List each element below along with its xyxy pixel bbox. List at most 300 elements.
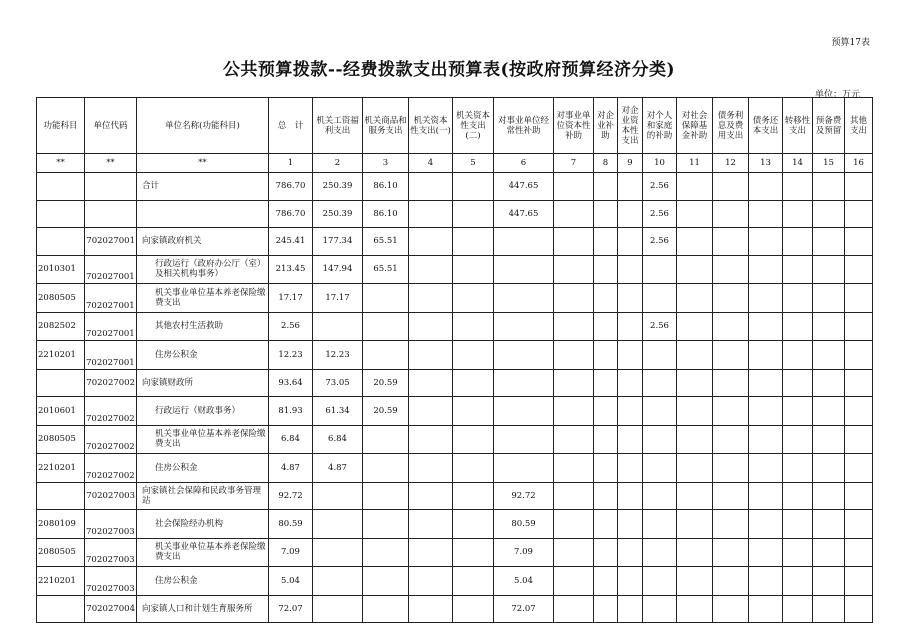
- unit-code-cell: 702027004: [85, 595, 137, 623]
- amount-cell: [845, 425, 873, 454]
- amount-cell: [453, 595, 494, 623]
- amount-cell: [554, 482, 594, 510]
- amount-cell: [453, 397, 494, 426]
- amount-cell: [677, 425, 713, 454]
- amount-cell: [749, 312, 783, 341]
- amount-cell: [409, 397, 453, 426]
- function-code-cell: [37, 369, 85, 397]
- column-index: 4: [409, 154, 453, 173]
- amount-cell: 61.34: [313, 397, 363, 426]
- amount-cell: [643, 397, 677, 426]
- amount-cell: 93.64: [269, 369, 313, 397]
- amount-cell: [494, 341, 554, 370]
- amount-cell: [618, 200, 643, 228]
- table-row: [37, 454, 873, 483]
- unit-code-cell: [85, 200, 137, 228]
- amount-cell: [813, 510, 845, 539]
- amount-cell: [643, 425, 677, 454]
- amount-cell: [713, 482, 749, 510]
- amount-cell: [783, 369, 813, 397]
- unit-name-cell: 向家镇社会保障和民政事务管理站: [137, 482, 269, 510]
- amount-cell: [409, 173, 453, 201]
- amount-cell: [363, 284, 409, 313]
- amount-cell: [643, 595, 677, 623]
- unit-name-cell: [137, 200, 269, 228]
- amount-cell: 17.17: [313, 284, 363, 313]
- amount-cell: 72.07: [494, 595, 554, 623]
- amount-cell: [554, 173, 594, 201]
- amount-cell: [713, 454, 749, 483]
- amount-cell: [813, 595, 845, 623]
- amount-cell: [554, 567, 594, 596]
- amount-cell: [453, 255, 494, 284]
- amount-cell: [618, 228, 643, 256]
- amount-cell: [677, 567, 713, 596]
- column-header: 机关商品和服务支出: [363, 98, 409, 154]
- amount-cell: [594, 397, 618, 426]
- table-row: [37, 228, 873, 256]
- amount-cell: [409, 200, 453, 228]
- unit-code-cell: 702027002: [85, 454, 137, 483]
- amount-cell: [677, 397, 713, 426]
- table-row: [37, 255, 873, 284]
- amount-cell: [618, 255, 643, 284]
- amount-cell: [594, 312, 618, 341]
- amount-cell: [453, 200, 494, 228]
- amount-cell: [713, 425, 749, 454]
- amount-cell: 86.10: [363, 200, 409, 228]
- page-title: 公共预算拨款--经费拨款支出预算表(按政府预算经济分类): [222, 60, 676, 80]
- amount-cell: 86.10: [363, 173, 409, 201]
- amount-cell: 2.56: [643, 228, 677, 256]
- amount-cell: [845, 538, 873, 567]
- amount-cell: 20.59: [363, 369, 409, 397]
- column-header: 债务还本支出: [749, 98, 783, 154]
- amount-cell: 2.56: [643, 312, 677, 341]
- amount-cell: [363, 538, 409, 567]
- amount-cell: [677, 284, 713, 313]
- column-index: 15: [813, 154, 845, 173]
- amount-cell: [783, 284, 813, 313]
- amount-cell: [409, 538, 453, 567]
- column-index: 5: [453, 154, 494, 173]
- amount-cell: [677, 341, 713, 370]
- amount-cell: [494, 369, 554, 397]
- amount-cell: [594, 369, 618, 397]
- amount-cell: [813, 312, 845, 341]
- amount-cell: [749, 397, 783, 426]
- amount-cell: 5.04: [494, 567, 554, 596]
- column-header: 总 计: [269, 98, 313, 154]
- amount-cell: [783, 538, 813, 567]
- amount-cell: [494, 255, 554, 284]
- amount-cell: [845, 397, 873, 426]
- index-row: [37, 154, 873, 173]
- column-header: 对企业补助: [594, 98, 618, 154]
- amount-cell: [594, 567, 618, 596]
- unit-name-cell: 机关事业单位基本养老保险缴费支出: [137, 284, 269, 313]
- amount-cell: [845, 284, 873, 313]
- amount-cell: [618, 595, 643, 623]
- column-index: **: [137, 154, 269, 173]
- amount-cell: [409, 255, 453, 284]
- amount-cell: [594, 538, 618, 567]
- amount-cell: [713, 200, 749, 228]
- amount-cell: [677, 255, 713, 284]
- amount-cell: [783, 425, 813, 454]
- amount-cell: [713, 595, 749, 623]
- amount-cell: [494, 397, 554, 426]
- unit-name-cell: 合计: [137, 173, 269, 201]
- budget-table: [36, 97, 873, 623]
- amount-cell: [643, 284, 677, 313]
- amount-cell: [813, 284, 845, 313]
- table-row: [37, 595, 873, 623]
- amount-cell: [813, 255, 845, 284]
- amount-cell: [749, 538, 783, 567]
- amount-cell: [363, 510, 409, 539]
- unit-code-cell: 702027002: [85, 425, 137, 454]
- amount-cell: [783, 312, 813, 341]
- amount-cell: [409, 454, 453, 483]
- function-code-cell: 2210201: [37, 341, 85, 370]
- column-index: 2: [313, 154, 363, 173]
- amount-cell: [713, 312, 749, 341]
- function-code-cell: 2010601: [37, 397, 85, 426]
- amount-cell: 7.09: [269, 538, 313, 567]
- amount-cell: [453, 369, 494, 397]
- amount-cell: [453, 312, 494, 341]
- amount-cell: [554, 538, 594, 567]
- amount-cell: [713, 228, 749, 256]
- amount-cell: 80.59: [494, 510, 554, 539]
- amount-cell: [643, 567, 677, 596]
- amount-cell: [594, 454, 618, 483]
- column-header: 对个人和家庭的补助: [643, 98, 677, 154]
- amount-cell: [494, 425, 554, 454]
- unit-name-cell: 行政运行（财政事务）: [137, 397, 269, 426]
- amount-cell: [594, 173, 618, 201]
- amount-cell: 147.94: [313, 255, 363, 284]
- amount-cell: [783, 173, 813, 201]
- amount-cell: [554, 510, 594, 539]
- amount-cell: [749, 255, 783, 284]
- amount-cell: 92.72: [494, 482, 554, 510]
- column-index: 6: [494, 154, 554, 173]
- amount-cell: [313, 312, 363, 341]
- function-code-cell: [37, 482, 85, 510]
- amount-cell: [453, 173, 494, 201]
- amount-cell: [618, 284, 643, 313]
- amount-cell: [453, 228, 494, 256]
- amount-cell: [409, 228, 453, 256]
- unit-name-cell: 向家镇财政所: [137, 369, 269, 397]
- amount-cell: [409, 341, 453, 370]
- unit-code-cell: 702027001: [85, 228, 137, 256]
- unit-code-cell: 702027003: [85, 567, 137, 596]
- table-row: [37, 341, 873, 370]
- amount-cell: [713, 341, 749, 370]
- unit-name-cell: 其他农村生活救助: [137, 312, 269, 341]
- table-row: [37, 510, 873, 539]
- amount-cell: [845, 312, 873, 341]
- amount-cell: [713, 510, 749, 539]
- table-row: [37, 312, 873, 341]
- amount-cell: [677, 228, 713, 256]
- table-row: [37, 482, 873, 510]
- amount-cell: [409, 595, 453, 623]
- column-header: 机关资本性支出(一): [409, 98, 453, 154]
- function-code-cell: 2082502: [37, 312, 85, 341]
- amount-cell: 92.72: [269, 482, 313, 510]
- amount-cell: 5.04: [269, 567, 313, 596]
- amount-cell: [783, 454, 813, 483]
- amount-cell: [749, 341, 783, 370]
- column-header: 对事业单位经常性补助: [494, 98, 554, 154]
- unit-code-cell: 702027003: [85, 482, 137, 510]
- amount-cell: [494, 454, 554, 483]
- amount-cell: [643, 255, 677, 284]
- amount-cell: 447.65: [494, 200, 554, 228]
- amount-cell: 6.84: [269, 425, 313, 454]
- amount-cell: [749, 595, 783, 623]
- amount-cell: [409, 510, 453, 539]
- amount-cell: [677, 200, 713, 228]
- amount-cell: [749, 482, 783, 510]
- amount-cell: [845, 595, 873, 623]
- amount-cell: [453, 567, 494, 596]
- amount-cell: [594, 284, 618, 313]
- column-index: 9: [618, 154, 643, 173]
- column-header: 转移性支出: [783, 98, 813, 154]
- amount-cell: [554, 425, 594, 454]
- amount-cell: [554, 595, 594, 623]
- amount-cell: [618, 482, 643, 510]
- unit-code-cell: 702027001: [85, 284, 137, 313]
- amount-cell: [749, 200, 783, 228]
- amount-cell: [845, 228, 873, 256]
- amount-cell: 2.56: [643, 200, 677, 228]
- column-index: 12: [713, 154, 749, 173]
- amount-cell: [813, 173, 845, 201]
- amount-cell: [313, 510, 363, 539]
- unit-code-cell: 702027002: [85, 397, 137, 426]
- amount-cell: [594, 200, 618, 228]
- column-header: 功能科目: [37, 98, 85, 154]
- amount-cell: [813, 454, 845, 483]
- column-header: 预备费及预留: [813, 98, 845, 154]
- table-row: [37, 200, 873, 228]
- amount-cell: [749, 454, 783, 483]
- amount-cell: [677, 595, 713, 623]
- amount-cell: [643, 482, 677, 510]
- unit-name-cell: 向家镇人口和计划生育服务所: [137, 595, 269, 623]
- column-index: 3: [363, 154, 409, 173]
- amount-cell: [363, 341, 409, 370]
- column-header: 对企业资本性支出: [618, 98, 643, 154]
- column-index: 14: [783, 154, 813, 173]
- amount-cell: 81.93: [269, 397, 313, 426]
- column-index: 1: [269, 154, 313, 173]
- unit-name-cell: 住房公积金: [137, 567, 269, 596]
- table-row: [37, 538, 873, 567]
- amount-cell: [594, 255, 618, 284]
- column-header: 单位名称(功能科目): [137, 98, 269, 154]
- amount-cell: [749, 425, 783, 454]
- amount-cell: [845, 200, 873, 228]
- amount-cell: 12.23: [313, 341, 363, 370]
- table-body: [37, 173, 873, 623]
- amount-cell: [618, 369, 643, 397]
- unit-name-cell: 机关事业单位基本养老保险缴费支出: [137, 425, 269, 454]
- unit-name-cell: 机关事业单位基本养老保险缴费支出: [137, 538, 269, 567]
- amount-cell: [409, 425, 453, 454]
- unit-code-cell: 702027001: [85, 341, 137, 370]
- column-header: 债务利息及费用支出: [713, 98, 749, 154]
- amount-cell: [783, 228, 813, 256]
- amount-cell: [618, 341, 643, 370]
- amount-cell: 177.34: [313, 228, 363, 256]
- amount-cell: 7.09: [494, 538, 554, 567]
- amount-cell: [313, 567, 363, 596]
- amount-cell: [813, 200, 845, 228]
- amount-cell: [618, 312, 643, 341]
- amount-cell: 65.51: [363, 228, 409, 256]
- table-row: [37, 567, 873, 596]
- amount-cell: [677, 312, 713, 341]
- function-code-cell: 2210201: [37, 454, 85, 483]
- amount-cell: 786.70: [269, 173, 313, 201]
- unit-label: 单位：万元: [814, 90, 860, 100]
- amount-cell: [594, 228, 618, 256]
- column-header: 机关工资福利支出: [313, 98, 363, 154]
- amount-cell: [453, 510, 494, 539]
- amount-cell: [677, 369, 713, 397]
- amount-cell: [813, 369, 845, 397]
- function-code-cell: 2080505: [37, 425, 85, 454]
- amount-cell: 245.41: [269, 228, 313, 256]
- table-row: [37, 425, 873, 454]
- amount-cell: [677, 510, 713, 539]
- amount-cell: [594, 595, 618, 623]
- amount-cell: [643, 341, 677, 370]
- amount-cell: [845, 255, 873, 284]
- amount-cell: [749, 567, 783, 596]
- amount-cell: [618, 397, 643, 426]
- amount-cell: 4.87: [269, 454, 313, 483]
- amount-cell: 213.45: [269, 255, 313, 284]
- amount-cell: 250.39: [313, 173, 363, 201]
- amount-cell: [783, 482, 813, 510]
- amount-cell: 12.23: [269, 341, 313, 370]
- amount-cell: [554, 200, 594, 228]
- amount-cell: [409, 369, 453, 397]
- amount-cell: [554, 397, 594, 426]
- amount-cell: 2.56: [269, 312, 313, 341]
- amount-cell: [594, 510, 618, 539]
- table-row: [37, 173, 873, 201]
- amount-cell: [313, 538, 363, 567]
- amount-cell: [363, 454, 409, 483]
- function-code-cell: 2080505: [37, 284, 85, 313]
- amount-cell: [713, 567, 749, 596]
- amount-cell: [409, 312, 453, 341]
- amount-cell: [845, 454, 873, 483]
- amount-cell: [554, 341, 594, 370]
- amount-cell: [813, 341, 845, 370]
- amount-cell: [594, 482, 618, 510]
- amount-cell: [453, 538, 494, 567]
- amount-cell: [453, 341, 494, 370]
- amount-cell: [813, 482, 845, 510]
- unit-name-cell: 社会保险经办机构: [137, 510, 269, 539]
- unit-code-cell: 702027001: [85, 255, 137, 284]
- amount-cell: [713, 538, 749, 567]
- amount-cell: [409, 482, 453, 510]
- function-code-cell: [37, 228, 85, 256]
- amount-cell: [677, 538, 713, 567]
- amount-cell: [713, 255, 749, 284]
- amount-cell: [409, 284, 453, 313]
- amount-cell: [494, 284, 554, 313]
- amount-cell: [554, 255, 594, 284]
- column-header: 机关资本性支出(二): [453, 98, 494, 154]
- amount-cell: [813, 567, 845, 596]
- function-code-cell: [37, 200, 85, 228]
- amount-cell: 250.39: [313, 200, 363, 228]
- function-code-cell: 2080505: [37, 538, 85, 567]
- unit-name-cell: 行政运行（政府办公厅（室）及相关机构事务）: [137, 255, 269, 284]
- amount-cell: [643, 454, 677, 483]
- amount-cell: [713, 173, 749, 201]
- amount-cell: [783, 397, 813, 426]
- amount-cell: [845, 341, 873, 370]
- amount-cell: [845, 369, 873, 397]
- amount-cell: [363, 595, 409, 623]
- amount-cell: 4.87: [313, 454, 363, 483]
- amount-cell: 447.65: [494, 173, 554, 201]
- column-index: 16: [845, 154, 873, 173]
- unit-name-cell: 向家镇政府机关: [137, 228, 269, 256]
- amount-cell: [618, 173, 643, 201]
- amount-cell: [453, 454, 494, 483]
- amount-cell: [749, 284, 783, 313]
- amount-cell: [713, 369, 749, 397]
- amount-cell: [643, 510, 677, 539]
- amount-cell: [643, 538, 677, 567]
- unit-name-cell: 住房公积金: [137, 341, 269, 370]
- amount-cell: [494, 228, 554, 256]
- amount-cell: [749, 228, 783, 256]
- amount-cell: [677, 454, 713, 483]
- amount-cell: [313, 595, 363, 623]
- amount-cell: [618, 567, 643, 596]
- function-code-cell: [37, 173, 85, 201]
- amount-cell: [494, 312, 554, 341]
- amount-cell: [618, 454, 643, 483]
- amount-cell: [594, 425, 618, 454]
- amount-cell: [643, 369, 677, 397]
- function-code-cell: 2210201: [37, 567, 85, 596]
- table-row: [37, 369, 873, 397]
- amount-cell: [677, 482, 713, 510]
- amount-cell: [713, 397, 749, 426]
- amount-cell: 65.51: [363, 255, 409, 284]
- amount-cell: [845, 173, 873, 201]
- amount-cell: [554, 312, 594, 341]
- amount-cell: [554, 228, 594, 256]
- column-index: **: [85, 154, 137, 173]
